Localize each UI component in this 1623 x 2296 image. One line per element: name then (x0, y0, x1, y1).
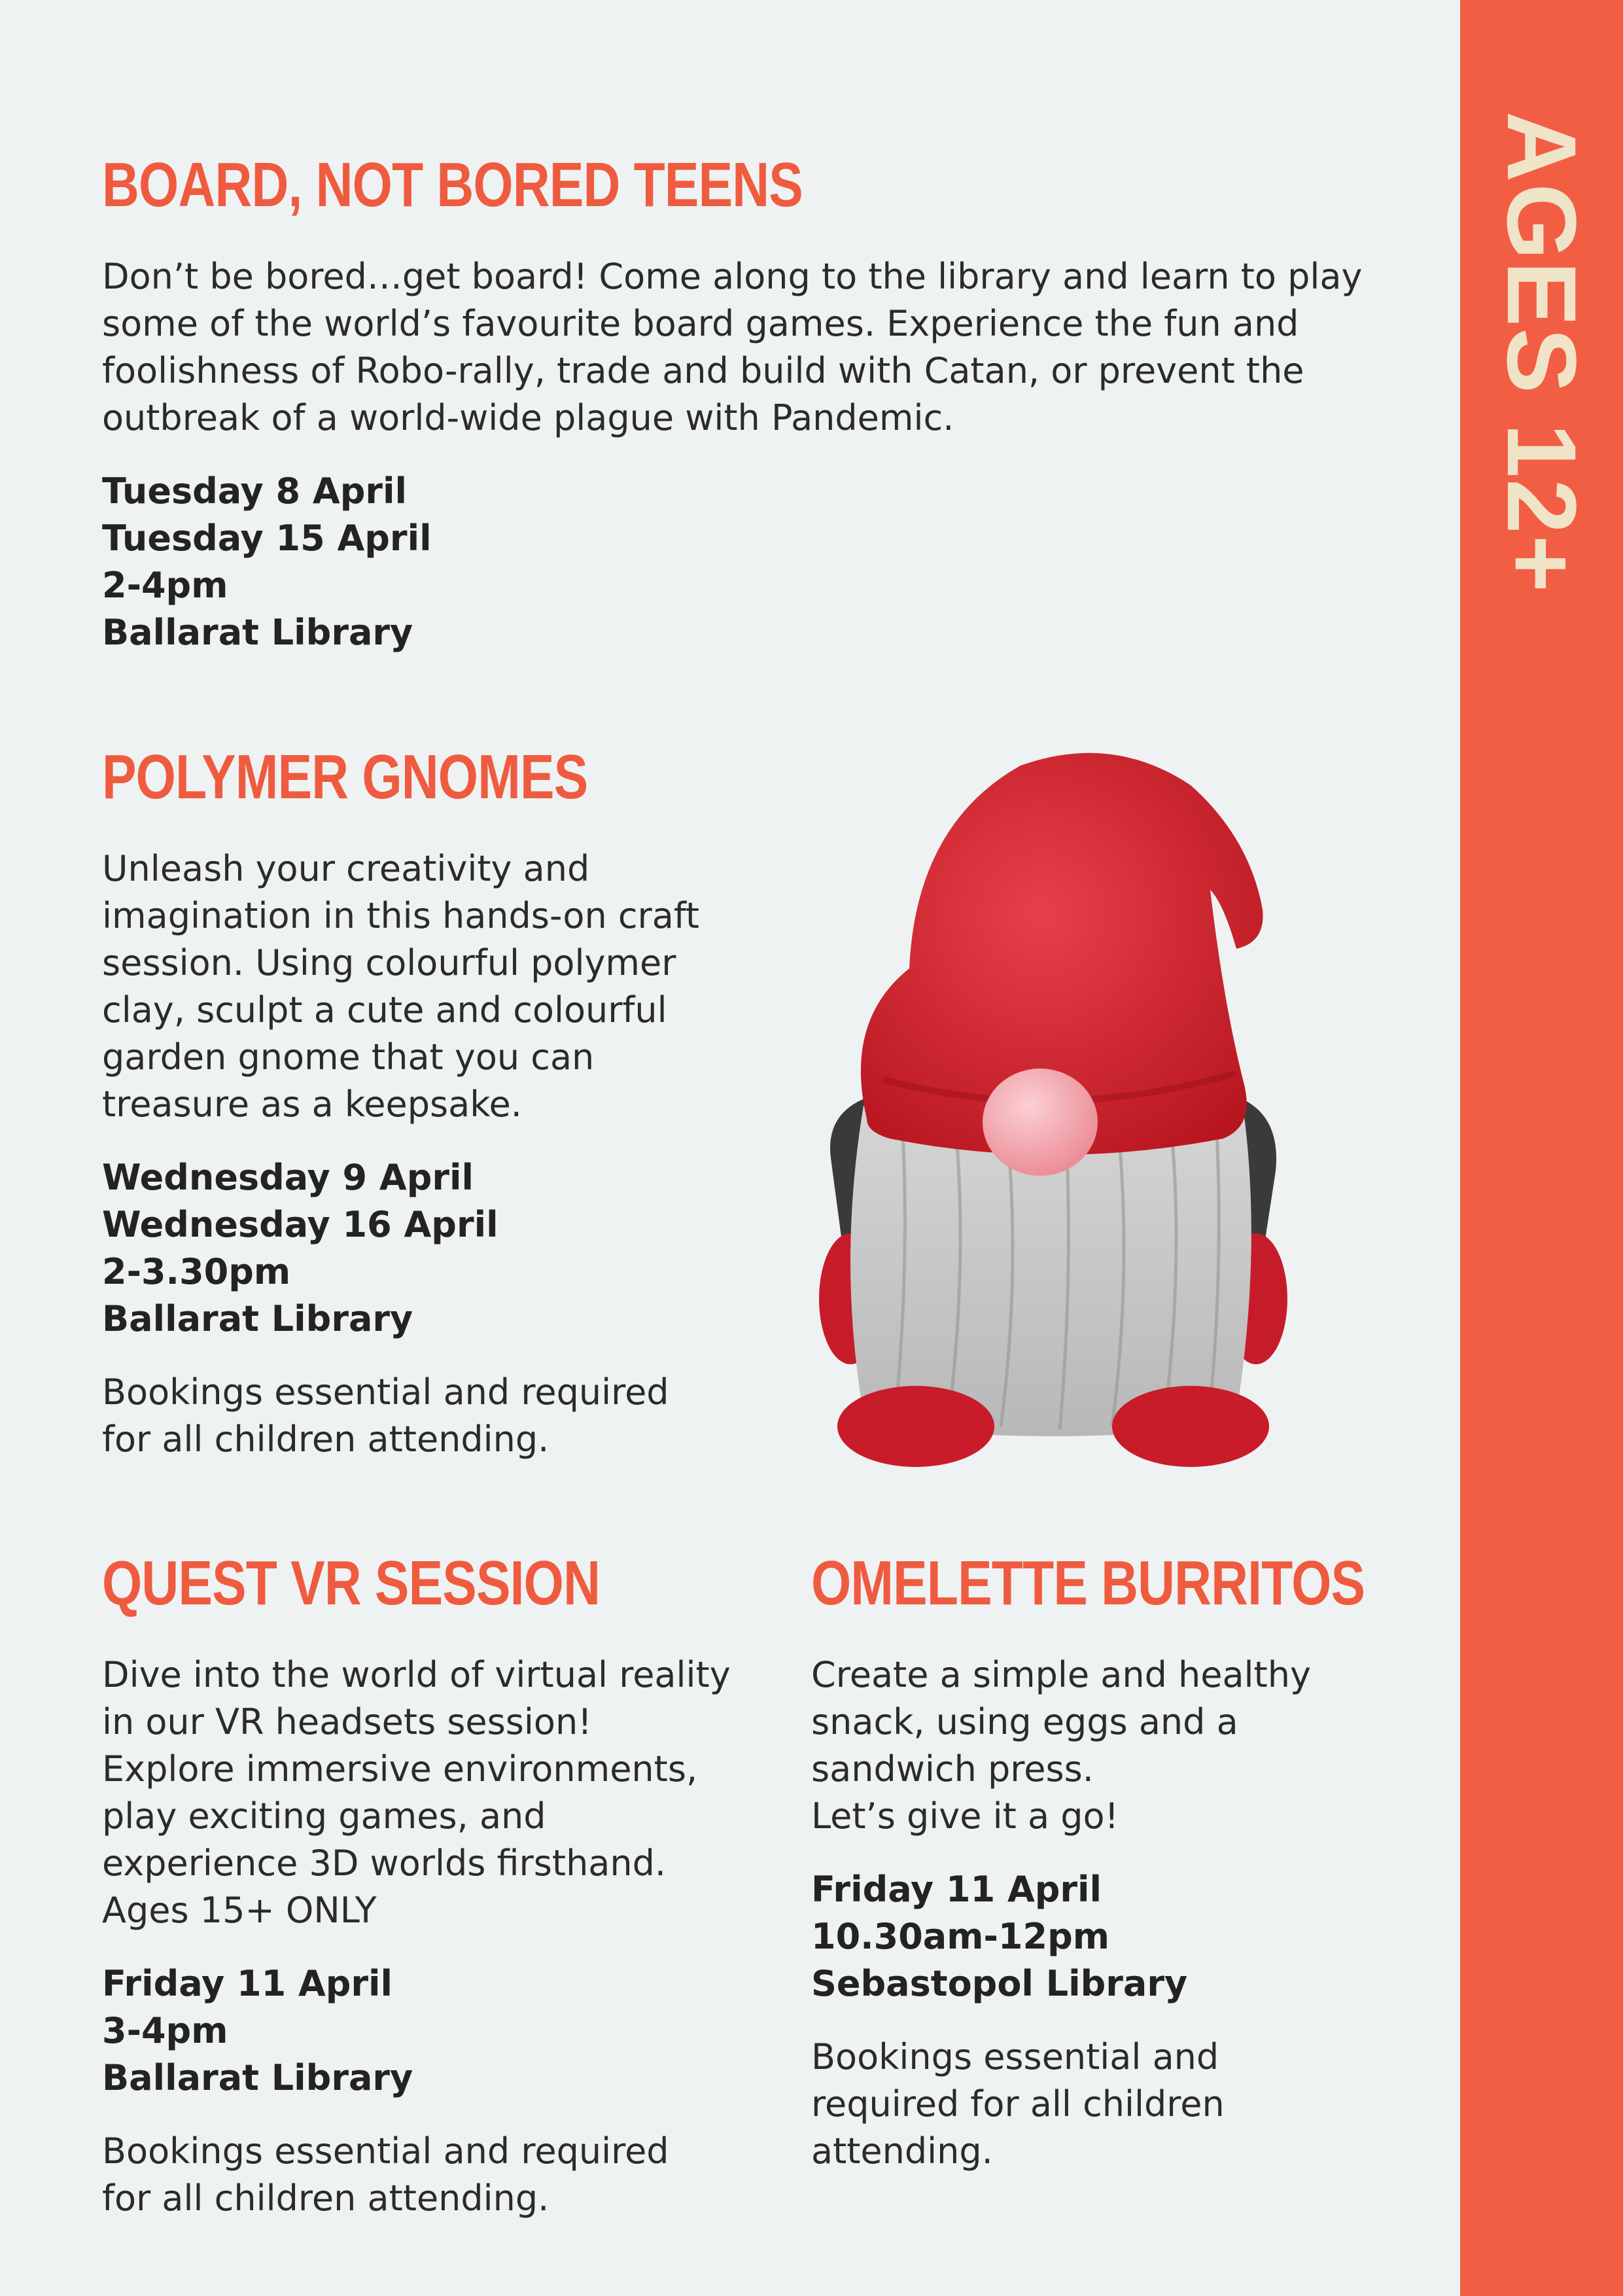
description-line: garden gnome that you can (102, 1036, 595, 1078)
event-polymer-gnomes (102, 742, 789, 1463)
gnome-illustration (805, 739, 1302, 1472)
event-location: Sebastopol Library (811, 1963, 1188, 2004)
event-date: Friday 11 April (811, 1869, 1102, 1910)
description-line: Explore immersive environments, (102, 1748, 698, 1790)
event-location: Ballarat Library (102, 1298, 413, 1339)
event-time: 2-3.30pm (102, 1251, 291, 1292)
age-label: AGES 12+ (1487, 111, 1597, 594)
event-details (811, 1866, 1439, 2007)
event-date: Tuesday 8 April (102, 470, 408, 512)
note-line: required for all children (811, 2083, 1225, 2125)
event-details (102, 1154, 789, 1343)
description-line: Ages 15+ ONLY (102, 1890, 377, 1931)
description-line: Create a simple and healthy (811, 1654, 1311, 1695)
note-line: for all children attending. (102, 2178, 550, 2219)
event-title: OMELETTE BURRITOS (811, 1548, 1365, 1618)
description-line: experience 3D worlds firsthand. (102, 1843, 667, 1884)
description-line: outbreak of a world-wide plague with Pandemic. (102, 397, 954, 438)
booking-note (811, 2034, 1439, 2175)
note-line: Bookings essential and required (102, 2130, 669, 2172)
event-date: Wednesday 16 April (102, 1204, 498, 1245)
event-description (102, 1651, 789, 1934)
event-quest-vr (102, 1548, 789, 2222)
description-line: treasure as a keepsake. (102, 1084, 522, 1125)
description-line: sandwich press. (811, 1748, 1094, 1790)
event-board-games (102, 150, 1397, 656)
event-title: BOARD, NOT BORED TEENS (102, 150, 803, 220)
event-location: Ballarat Library (102, 612, 413, 653)
event-title: QUEST VR SESSION (102, 1548, 601, 1618)
note-line: Bookings essential and (811, 2036, 1219, 2077)
description-line: imagination in this hands-on craft (102, 895, 700, 936)
nose-shape (983, 1069, 1098, 1176)
description-line: Let’s give it a go! (811, 1795, 1119, 1837)
description-line: Dive into the world of virtual reality (102, 1654, 731, 1695)
event-date: Wednesday 9 April (102, 1157, 474, 1198)
description-line: session. Using colourful polymer (102, 942, 676, 983)
booking-note (102, 2128, 789, 2222)
description-line: some of the world’s favourite board games. Experience the fun and (102, 303, 1299, 344)
event-time: 10.30am-12pm (811, 1916, 1109, 1957)
event-date: Friday 11 April (102, 1963, 393, 2004)
description-line: snack, using eggs and a (811, 1701, 1238, 1742)
event-description (811, 1651, 1439, 1840)
event-time: 3-4pm (102, 2010, 228, 2051)
event-title: POLYMER GNOMES (102, 742, 588, 812)
booking-note (102, 1369, 789, 1463)
right-foot-shape (1112, 1386, 1269, 1467)
description-line: in our VR headsets session! (102, 1701, 592, 1742)
event-location: Ballarat Library (102, 2057, 413, 2098)
note-line: for all children attending. (102, 1419, 550, 1460)
event-date: Tuesday 15 April (102, 518, 432, 559)
description-line: play exciting games, and (102, 1795, 546, 1837)
description-line: clay, sculpt a cute and colourful (102, 989, 667, 1031)
event-description (102, 253, 1397, 442)
note-line: Bookings essential and required (102, 1371, 669, 1413)
event-time: 2-4pm (102, 565, 228, 606)
event-details (102, 1960, 789, 2102)
event-omelette-burritos (811, 1548, 1439, 2175)
left-foot-shape (837, 1386, 994, 1467)
event-details (102, 468, 1397, 656)
note-line: attending. (811, 2130, 993, 2172)
description-line: foolishness of Robo-rally, trade and build with Catan, or prevent the (102, 350, 1304, 391)
description-line: Don’t be bored…get board! Come along to the library and learn to play (102, 256, 1363, 297)
event-description (102, 845, 789, 1128)
description-line: Unleash your creativity and (102, 848, 590, 889)
